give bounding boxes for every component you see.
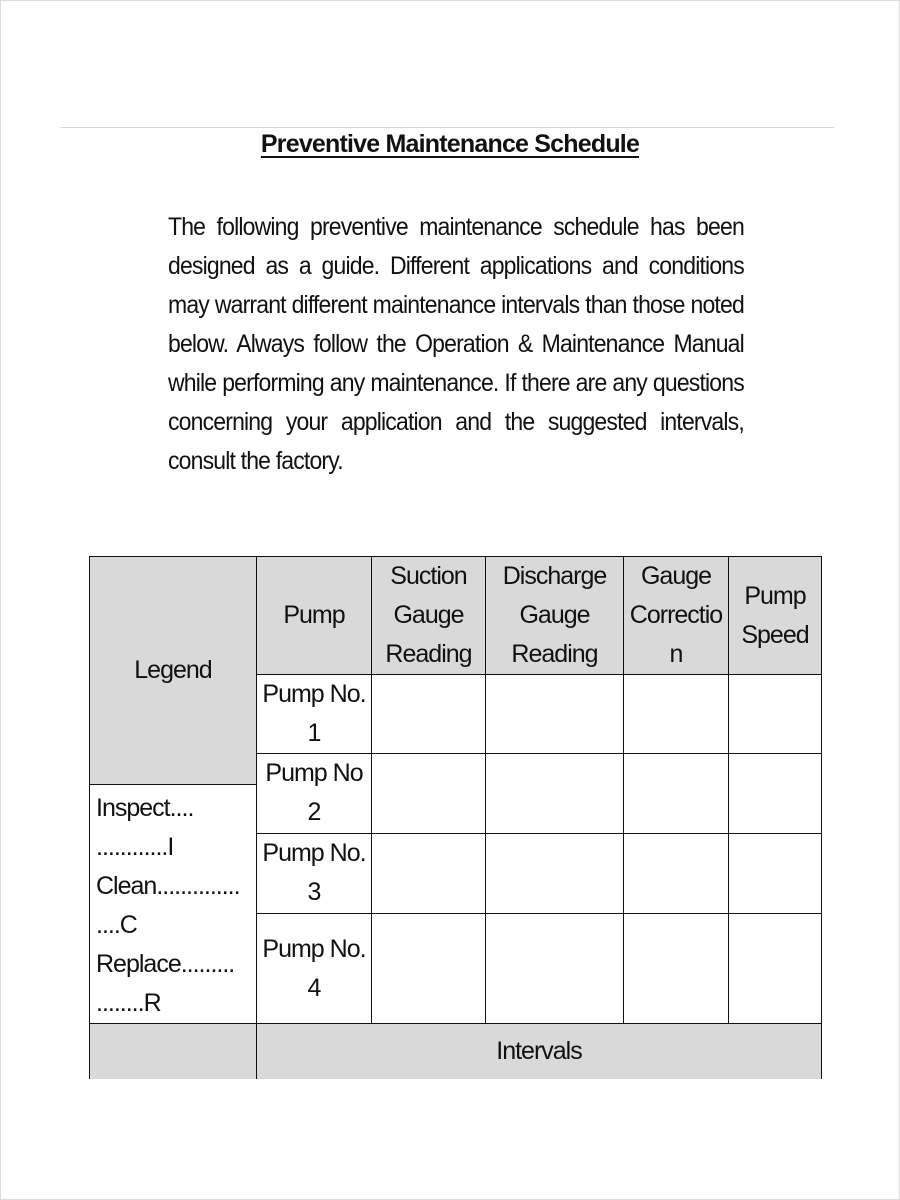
suction-cell[interactable]	[372, 914, 486, 1024]
discharge-cell[interactable]	[486, 914, 624, 1024]
intro-paragraph: The following preventive maintenance schedule has been designed as a guide. Different applications and conditions may warrant different maintenance intervals than those noted below. Always follow the Operation & Maintenance Manual while performing any maintenance. If there are any questions concerning your application and the suggested intervals, consult the factory.	[168, 213, 744, 475]
column-header-discharge-gauge-reading: Discharge Gauge Reading	[486, 557, 624, 675]
column-header-pump-speed: Pump Speed	[729, 557, 822, 675]
discharge-cell[interactable]	[486, 675, 624, 754]
pump-label: Pump No 2	[257, 754, 372, 834]
speed-cell[interactable]	[729, 675, 822, 754]
suction-cell[interactable]	[372, 675, 486, 754]
legend-body: Inspect.... ............I Clean.............. ....C Replace......... ........R	[90, 785, 257, 1024]
column-header-gauge-correction: Gauge Correctio n	[624, 557, 729, 675]
pump-label: Pump No. 1	[257, 675, 372, 754]
speed-cell[interactable]	[729, 754, 822, 834]
discharge-cell[interactable]	[486, 754, 624, 834]
intervals-legend-cell	[90, 1024, 257, 1079]
correction-cell[interactable]	[624, 914, 729, 1024]
column-header-pump: Pump	[257, 557, 372, 675]
speed-cell[interactable]	[729, 914, 822, 1024]
pump-label: Pump No. 3	[257, 833, 372, 913]
speed-cell[interactable]	[729, 833, 822, 913]
maintenance-schedule-table	[89, 556, 822, 1079]
legend-header: Legend	[90, 557, 257, 785]
pump-label: Pump No. 4	[257, 914, 372, 1024]
suction-cell[interactable]	[372, 833, 486, 913]
correction-cell[interactable]	[624, 675, 729, 754]
correction-cell[interactable]	[624, 754, 729, 834]
discharge-cell[interactable]	[486, 833, 624, 913]
intervals-row	[90, 1024, 822, 1079]
correction-cell[interactable]	[624, 833, 729, 913]
header-divider	[60, 127, 834, 128]
suction-cell[interactable]	[372, 754, 486, 834]
column-header-suction-gauge-reading: Suction Gauge Reading	[372, 557, 486, 675]
document-title: Preventive Maintenance Schedule	[260, 130, 640, 158]
intervals-label: Intervals	[257, 1024, 822, 1079]
header-row	[90, 557, 822, 675]
